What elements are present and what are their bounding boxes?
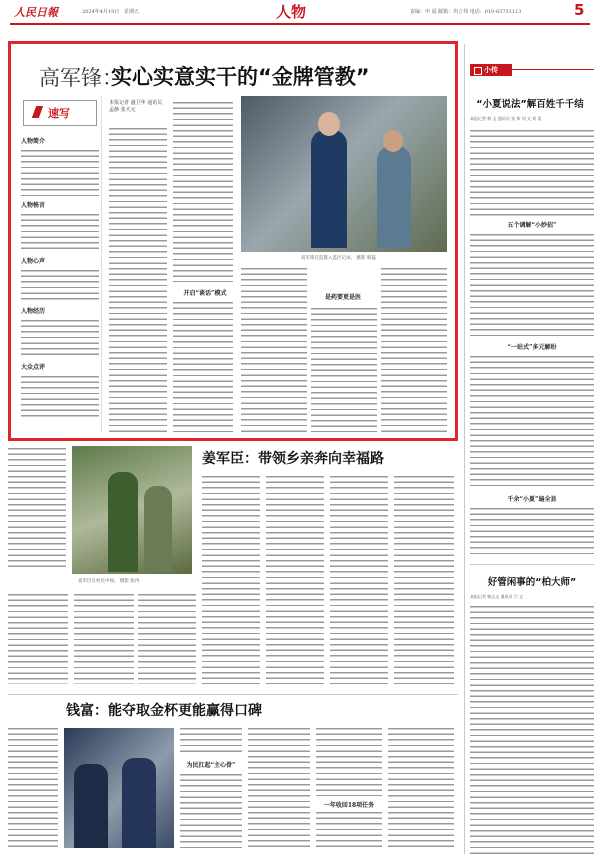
column-headline-2: 好管闲事的“柏大师” — [487, 577, 577, 588]
third-headline: 钱富：能夺取金杯更能赢得口碑 — [66, 703, 262, 719]
feature-col-5 — [381, 266, 447, 432]
officer-head — [318, 112, 340, 136]
villager-figure — [108, 472, 138, 572]
issue-date: 2024年4月19日 — [82, 9, 120, 15]
feature-col-1 — [109, 126, 167, 432]
feature-col-4 — [311, 306, 377, 432]
third-col-1 — [8, 726, 58, 850]
second-photo — [72, 446, 192, 574]
column-body-2 — [470, 232, 594, 338]
third-subhead: 为民扛起“主心骨” — [186, 762, 236, 769]
page-number: 5 — [574, 1, 585, 19]
third-col-6 — [316, 810, 382, 850]
column-divider — [464, 44, 465, 854]
column-body-1 — [470, 128, 594, 216]
column-subhead-2: “一站式”多元解纷 — [507, 344, 557, 351]
sidebar-item-experience — [21, 306, 99, 362]
third-col-7 — [388, 726, 454, 850]
paper-logo: 人民日報 — [14, 6, 58, 19]
feature-byline: 本报记者 盛卫华 通讯员 孟静 张天元 — [109, 100, 163, 113]
officer-figure — [74, 764, 108, 848]
third-col-4 — [248, 726, 310, 850]
right-column — [470, 44, 594, 856]
sidebar-item-body — [21, 268, 99, 302]
masthead — [0, 0, 600, 38]
feature-subhead-1: 开启“谈话”模式 — [183, 290, 227, 297]
sidebar-item-body — [21, 212, 99, 252]
sidebar-item-motto — [21, 200, 99, 256]
second-col-7 — [74, 592, 134, 684]
feature-headline: 实心实意实干的“金牌管教” — [111, 65, 370, 89]
sidebar-item-label: 人物简介 — [21, 138, 46, 145]
second-headline: 姜军臣：带领乡亲奔向幸福路 — [202, 451, 384, 467]
second-col-2 — [202, 474, 260, 684]
second-col-6 — [8, 592, 68, 684]
feature-col-3 — [241, 266, 307, 432]
column-divider-rule — [470, 564, 594, 565]
editor-line: 责编：申 晨 邮箱：巩立伟 电话：010-83731113 — [410, 9, 522, 15]
second-photo-caption: 姜军臣在村民中间。 摄影 张冉 — [78, 579, 140, 584]
sidebar-item-body — [21, 374, 99, 420]
sidebar-item-profile — [21, 136, 99, 200]
masthead-rule — [10, 23, 590, 25]
column-tag-rule — [512, 69, 594, 70]
sidebar-item-body — [21, 148, 99, 196]
sidebar-item-label: 大众点评 — [21, 364, 46, 371]
column-byline-2: 本报记者 韩志文 通讯员 吕 文 — [470, 594, 524, 599]
column-tag — [470, 64, 512, 76]
feature-subhead-2: 是药要更是医 — [324, 294, 361, 301]
section-title: 人物 — [276, 3, 307, 21]
second-col-4 — [330, 474, 388, 684]
second-col-8 — [138, 592, 196, 684]
sidebar-item-body — [21, 318, 99, 358]
inmate-figure — [377, 146, 411, 248]
divider — [8, 694, 458, 695]
feature-col-2b — [173, 300, 233, 432]
sidebar-item-voice — [21, 256, 99, 306]
sidebar-panel — [17, 96, 102, 432]
sidebar-item-label: 人物心声 — [21, 258, 46, 265]
third-col-2 — [180, 726, 242, 756]
third-photo — [64, 728, 174, 848]
book-icon — [474, 67, 482, 75]
column-headline-1: “小夏说法”解百姓千千结 — [476, 99, 584, 110]
feature-col-2 — [173, 100, 233, 282]
issue-weekday: 星期五 — [124, 9, 140, 15]
feature-box — [8, 41, 458, 441]
sidebar-item-review — [21, 362, 99, 422]
column-body-5 — [470, 604, 594, 854]
third-story — [8, 696, 458, 854]
sidebar-title: 速写 — [48, 107, 70, 120]
column-body-4 — [470, 506, 594, 558]
column-tag-label: 小传 — [484, 65, 498, 74]
feature-photo-caption: 高军锋在监狱入监区记录。 摄影 韩磊 — [301, 256, 376, 261]
column-subhead-1: 五个调解“小妙招” — [507, 222, 557, 229]
third-col-3 — [180, 772, 242, 850]
column-byline-1: 本报记者 韩 文 通讯员 张 伟 刘 文 刘 雷 — [470, 116, 542, 121]
officer-figure — [311, 130, 347, 248]
sidebar-item-label: 人物经历 — [21, 308, 46, 315]
sidebar-item-label: 人物格言 — [21, 202, 46, 209]
sidebar-header — [23, 100, 97, 126]
officer-figure — [122, 758, 156, 848]
third-col-5 — [316, 726, 382, 796]
second-col-1 — [8, 446, 66, 570]
column-body-3 — [470, 354, 594, 490]
second-col-5 — [394, 474, 454, 684]
second-col-3 — [266, 474, 324, 684]
villager-figure — [144, 486, 172, 572]
second-story — [8, 444, 458, 692]
pen-icon — [32, 106, 43, 118]
feature-photo — [241, 96, 447, 252]
third-subhead-2: 一年收回18项任务 — [323, 802, 375, 809]
column-subhead-3: 千余“小夏”遍全县 — [507, 496, 557, 503]
feature-name: 高军锋： — [39, 66, 123, 90]
inmate-head — [383, 130, 403, 152]
